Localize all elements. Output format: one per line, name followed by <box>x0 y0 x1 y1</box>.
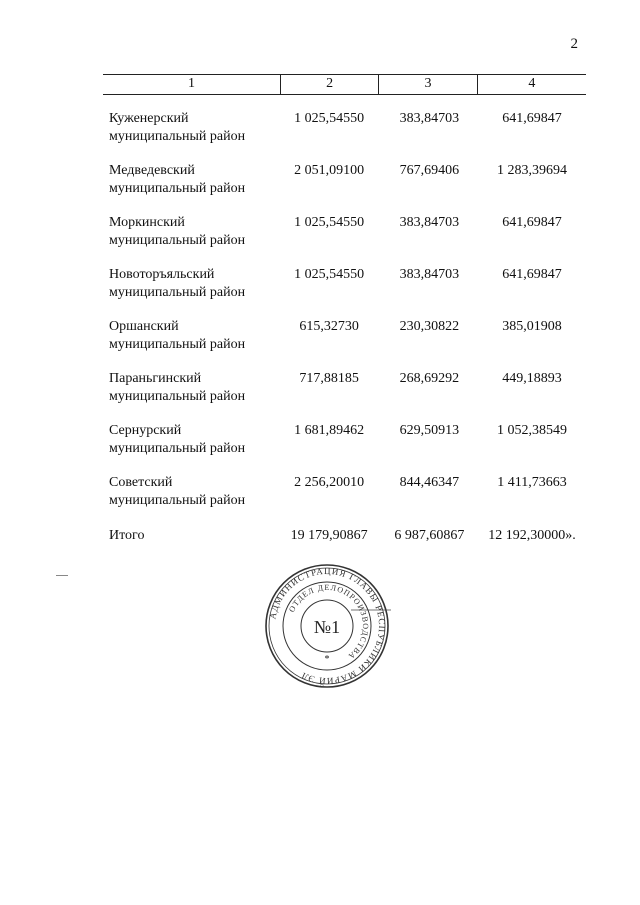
value-col-4: 449,18893 <box>502 371 562 386</box>
value-col-2: 1 025,54550 <box>294 267 365 282</box>
value-col-4: 1 283,39694 <box>496 163 567 178</box>
total-col-3: 6 987,60867 <box>394 528 465 543</box>
value-col-2: 615,32730 <box>299 319 359 334</box>
table-row <box>103 318 586 370</box>
header-col-1: 1 <box>187 76 195 91</box>
district-name: Оршанский муниципальный район <box>109 319 246 352</box>
table-row <box>103 370 586 422</box>
header-col-2: 2 <box>280 75 378 94</box>
value-col-4: 1 411,73663 <box>497 475 567 490</box>
district-name: Советский муниципальный район <box>109 475 246 508</box>
district-name: Медведевский муниципальный район <box>109 163 246 196</box>
header-col-3: 3 <box>378 75 476 94</box>
total-row <box>103 527 586 545</box>
table-body <box>103 110 586 526</box>
value-col-3: 383,84703 <box>399 267 460 282</box>
seal-number: №1 <box>313 617 341 637</box>
value-col-3: 844,46347 <box>399 475 460 490</box>
table-row <box>103 422 586 474</box>
value-col-4: 641,69847 <box>502 111 562 126</box>
value-col-4: 641,69847 <box>502 267 562 282</box>
value-col-4: 1 052,38549 <box>496 423 567 438</box>
district-name: Моркинский муниципальный район <box>109 215 246 248</box>
table-row <box>103 214 586 266</box>
value-col-2: 1 025,54550 <box>294 111 365 126</box>
table-header <box>103 74 586 95</box>
value-col-2: 1 681,89462 <box>294 423 365 438</box>
value-col-3: 230,30822 <box>399 319 460 334</box>
district-name: Параньгинский муниципальный район <box>109 371 246 404</box>
stray-mark <box>56 575 68 576</box>
total-col-2: 19 179,90867 <box>290 528 368 543</box>
table-row <box>103 474 586 526</box>
seal-star: * <box>324 654 330 665</box>
office-seal <box>263 562 391 690</box>
value-col-3: 629,50913 <box>399 423 460 438</box>
total-label: Итого <box>109 528 145 543</box>
svg-text:ОТДЕЛ ДЕЛОПРОИЗВОДСТВА: ОТДЕЛ ДЕЛОПРОИЗВОДСТВА <box>287 582 371 662</box>
district-name: Сернурский муниципальный район <box>109 423 246 456</box>
value-col-4: 641,69847 <box>502 215 562 230</box>
header-col-4: 4 <box>477 75 586 94</box>
value-col-3: 383,84703 <box>399 215 460 230</box>
value-col-3: 767,69406 <box>399 163 460 178</box>
district-name: Новоторъяльский муниципальный район <box>109 267 246 300</box>
table-row <box>103 110 586 162</box>
value-col-2: 717,88185 <box>299 371 359 386</box>
total-col-4: 12 192,30000». <box>488 528 576 543</box>
value-col-3: 383,84703 <box>399 111 460 126</box>
table-row <box>103 266 586 318</box>
district-name: Куженерский муниципальный район <box>109 111 246 144</box>
page-number: 2 <box>570 36 578 52</box>
value-col-2: 1 025,54550 <box>294 215 365 230</box>
svg-text:АДМИНИСТРАЦИЯ ГЛАВЫ РЕСПУБЛИКИ: АДМИНИСТРАЦИЯ ГЛАВЫ РЕСПУБЛИКИ МАРИЙ ЭЛ <box>267 565 388 687</box>
value-col-3: 268,69292 <box>399 371 460 386</box>
value-col-2: 2 256,20010 <box>294 475 365 490</box>
value-col-4: 385,01908 <box>502 319 562 334</box>
seal-stamp-icon <box>263 562 391 690</box>
value-col-2: 2 051,09100 <box>294 163 365 178</box>
table-row <box>103 162 586 214</box>
